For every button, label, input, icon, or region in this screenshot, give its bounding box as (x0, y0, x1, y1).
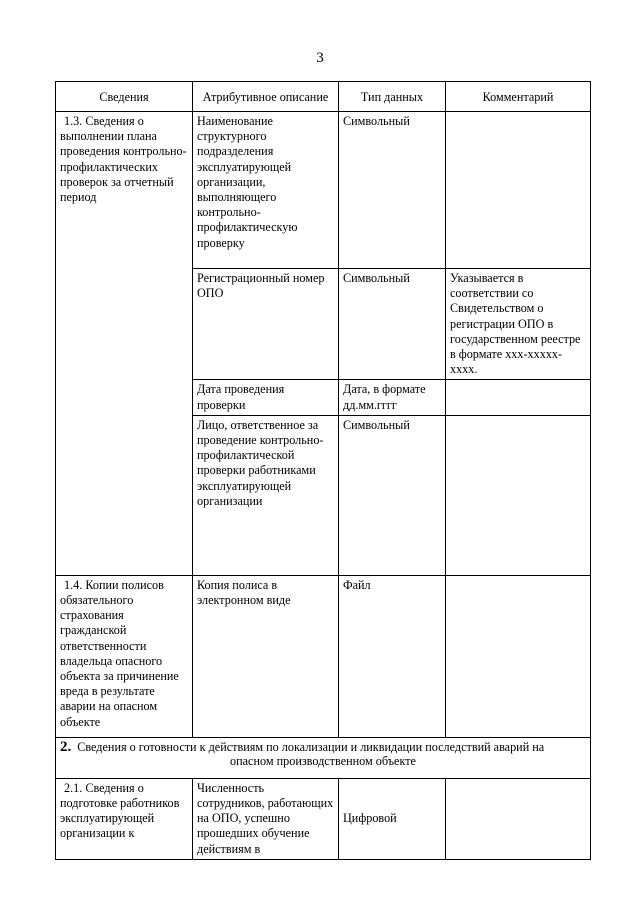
attr-cell: Наименование структурного подразделения эксплуатирующей организации, выполняющего контрольно-профилактическую проверку (193, 112, 339, 269)
section-2-title-line2: опасном производственном объекте (230, 754, 416, 769)
table-row (56, 575, 591, 737)
comment-cell: Указывается в соответствии со Свидетельством о регистрации ОПО в государственном реестре в формате ххх-ххххх-хххх. (446, 269, 591, 380)
attr-cell: Лицо, ответственное за проведение контрольно-профилактической проверки работниками эксплуатирующей организации (193, 415, 339, 575)
header-svedeniya: Сведения (56, 82, 193, 112)
type-cell: Дата, в формате дд.мм.гггг (339, 380, 446, 415)
type-cell: Цифровой (339, 778, 446, 859)
section-2-number: 2. (60, 738, 72, 755)
comment-cell (446, 415, 591, 575)
header-data-type: Тип данных (339, 82, 446, 112)
table-row (56, 112, 591, 269)
page-number: 3 (316, 50, 324, 66)
section-2-title-line1: Сведения о готовности к действиям по локализации и ликвидации последствий аварий на (77, 739, 545, 754)
section-2-1-title: 2.1. Сведения о подготовке работников эксплуатирующей организации к (56, 778, 193, 859)
attr-cell: Копия полиса в электронном виде (193, 575, 339, 737)
comment-cell (446, 380, 591, 415)
type-cell: Файл (339, 575, 446, 737)
section-1-4-title: 1.4. Копии полисов обязательного страхования гражданской ответственности владельца опасного объекта за причинение вреда в результате аварии на опасном объекте (56, 575, 193, 737)
section-heading-row (56, 737, 591, 778)
section-1-3-title: 1.3. Сведения о выполнении плана проведения контрольно-профилактических проверок за отчетный период (56, 112, 193, 576)
comment-cell (446, 575, 591, 737)
type-cell: Символьный (339, 269, 446, 380)
attr-cell: Численность сотрудников, работающих на ОПО, успешно прошедших обучение действиям в (193, 778, 339, 859)
attr-cell: Регистрационный номер ОПО (193, 269, 339, 380)
table-header-row (56, 82, 591, 112)
header-comment: Комментарий (446, 82, 591, 112)
section-2-heading (56, 737, 591, 778)
type-cell: Символьный (339, 415, 446, 575)
data-table (55, 81, 591, 860)
table-row (56, 778, 591, 859)
attr-cell: Дата проведения проверки (193, 380, 339, 415)
comment-cell (446, 778, 591, 859)
header-attr-desc: Атрибутивное описание (193, 82, 339, 112)
comment-cell (446, 112, 591, 269)
type-cell: Символьный (339, 112, 446, 269)
